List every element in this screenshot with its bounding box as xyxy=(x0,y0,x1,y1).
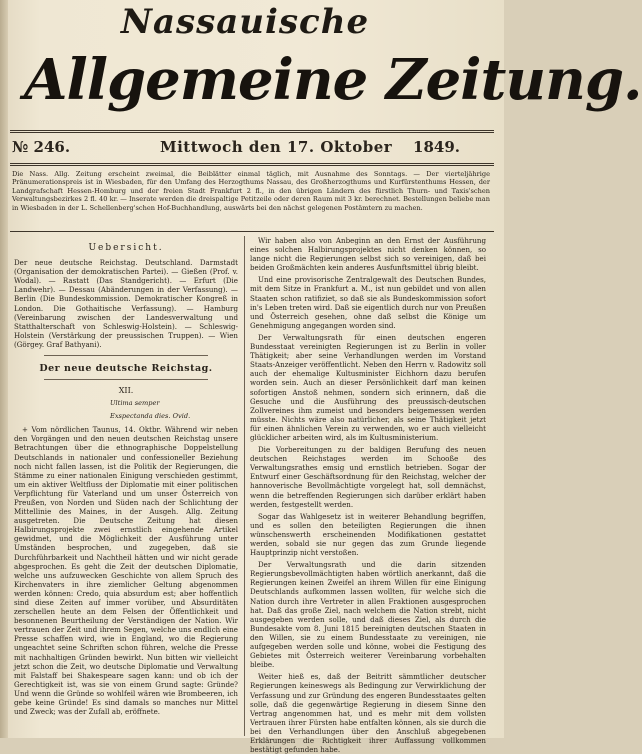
article-paragraph: Der Verwaltungsrath und die darin sitzenden Regierungsbevollmächtigten haben wörtlich anerkannt, daß die Regierungen keinen Zweifel an ihrem Willen für eine Einigung Deutschlands aufkommen lassen wollten, für welche sich die Nation durch ihre Vertreter in allen Fraktionen ausgesprochen hat. Daß das große Ziel, nach welchem die Nation strebt, nicht ausgegeben werden solle, und daß dieses Ziel, als durch die Bundesakte vom 8. Juni 1815 bereinigten deutschen Staaten in den Willen, sie zu einem Bundesstaate zu vereinigen, nie aufgegeben werden solle und könne, wobei die Festigung des Gebietes mit Österreich weiterer Vereinbarung vorbehalten bleibe. xyxy=(250,560,486,670)
article-paragraph: Und eine provisorische Zentralgewalt des Deutschen Bundes, mit dem Sitze in Frankfurt a. M., ist nun gebildet und von allen Staaten schon ratifiziet, so daß sie als Bundeskommission sofort in's Leben treten wird. Daß sie eigentlich durch nur von Preußen und Österreich gesehen, ohne daß selbst die Könige um Genehmigung angegangen worden sind. xyxy=(250,275,486,330)
masthead-rule xyxy=(10,130,494,133)
column-divider xyxy=(244,236,245,736)
article-paragraph: Weiter hieß es, daß der Beitritt sämmtlicher deutscher Regierungen keineswegs als Bedingung zur Verwirklichung der Verfassung und zur Gründung des engeren Bundesstaates gelten solle, daß die gegenwärtige Regierung in diesem Sinne den Vertrag angenommen hat, und es mehr mit dem vollsten Vertrauen ihrer Fürsten habe entfalten können, als sie durch die bei den Verhandlungen über den Anschluß abgegebenen Erklärungen die Richtigkeit ihrer Auffassung vollkommen bestätigt gefunden habe. xyxy=(250,672,486,754)
motto-line-1: Ultima semper xyxy=(110,399,160,408)
masthead-top-title: Nassauische xyxy=(120,2,370,42)
article-paragraph: Die Vorbereitungen zu der baldigen Berufung des neuen deutschen Reichstages werden im Schooße des Verwaltungsrathes emsig und ernstlich betrieben. Sogar der Entwurf einer Geschäftsordnung für den Reichstag, welcher der hannoverische Bevollmächtigte vorgelegt hat, soll demnächst, wenn die betreffenden Regierungen sich darüber erklärt haben werden, festgestellt werden. xyxy=(250,445,486,509)
article-paragraph: Sogar das Wahlgesetz ist in weiterer Behandlung begriffen, und es sollen den beteiligten Regierungen die ihnen wünschenswerth erscheinenden Modifikationen gestattet werden, sobald sie nur gegen das zum Grunde liegende Hauptprinzip nicht verstoßen. xyxy=(250,511,486,558)
article-paragraph: Wir haben also von Anbeginn an den Ernst der Ausführung eines solchen Halbirungsprojektes nicht denken können, so lange nicht die Regierungen selbst sich so vereinigen, daß bei beiden Großmächten kein anderes Ausfunftsmittel übrig bleibt. xyxy=(250,236,486,273)
article-heading: Der neue deutsche Reichstag. xyxy=(39,363,213,375)
section-rule xyxy=(44,379,208,380)
issue-year: 1849. xyxy=(413,138,460,156)
dateline xyxy=(10,138,494,160)
left-column xyxy=(14,236,238,736)
right-column xyxy=(250,236,486,754)
issue-date: Mittwoch den 17. Oktober xyxy=(160,138,393,156)
dateline-rule xyxy=(10,163,494,166)
article-numeral: XII. xyxy=(118,386,134,396)
masthead-main-title: Allgemeine Zeitung. xyxy=(24,47,642,113)
overview-heading: Uebersicht. xyxy=(88,243,164,253)
issue-number: № 246. xyxy=(12,138,71,156)
motto-line-2: Exspectanda dies. Ovid. xyxy=(110,412,191,421)
article-paragraph: + Vom nördlichen Taunus, 14. Oktbr. Während wir neben den Vorgängen und den neuen deutschen Reichstag unsere Betrachtungen über die ethnographische Doppelstellung Deutschlands in nationaler und confessioneller Beziehung noch nicht fallen lassen, ist die Politik der Regierungen, die Stämme zu einer nationalen Einigung verschieden gestimmt, um ein aktiver Weltfluss der Diplomatie mit einer politischen Verpflichtung für Vaterland und um unser Österreich von Preußen, von Norden und Süden nach der Schlichtung der Mittellinie des Maines, in der Ausgeh. Allg. Zeitung ausgetreten. Die Deutsche Zeitung hat diesen Halbirungsprojekte zwei ernstlich eingehende Artikel gewidmet, und die Möglichkeit der Ausführung unter Umständen besprochen, und zugegeben, daß sie Durchführbarkeit und Nachtheil hätten und wir nicht gerade abgesprochen. Es geht die Zeit der deutschen Diplomatie, welche uns aufzuwecken Geschichte von allem Spruch des Kirchenvaters in ihre ziemlicher Geltung abgenommen werden können: Credo, quia absurdum est; aber hoffentlich sind diese Zeiten auf immer vorüber, und Absurditäten zerschellen heute an dem Felsen der Öffentlichkeit und besonnenen Beurtheilung der Verständigen der Nation. Wir vertrauen der Zeit und ihrem Segen, welche uns endlich eine Presse schaffen wird, wie in England, wo die Regierung ungeachtet seine Schriften schon führen, welche die Presse mit nachhaltigen Gründen bewirkt. Nun bitten wir vielleicht jetzt schon die Zeit, wo deutsche Diplomatie und Verwaltung mit Falstaff bei Shakespeare sagen kann: und ob ich der Gerechtigkeit ist, was sie von einem Grund sagte: Gründe? Und wenn die Gründe so wohlfeil wären wie Brombeeren, ich gebe keine Gründe! Es sind damals so manches nur Mittel und Zweck; was der Zufall ab, eröffnete. xyxy=(14,425,238,717)
page-edge xyxy=(0,0,8,738)
section-rule xyxy=(44,355,208,356)
article-paragraph: Der Verwaltungsrath für einen deutschen engeren Bundesstaat vereinigten Regierungen ist zu Berlin in voller Thätigkeit; aber seine Verhandlungen werden im Vorstand Staats-Anzeiger veröffentlicht. Neben den Herrn v. Radowitz soll auch der ehemalige Kultusminister Eichhorn dazu berufen worden sein. Auch an dieser Persönlichkeit darf man keinen sofortigen Anstoß nehmen, sondern sich erinnern, daß die Gesuche und die Ausführung des preussisch-deutschen Zollvereines ihm zumeist und besonders beigemessen werden müsste. Nichts wäre also natürlicher, als seine Thätigkeit jetzt für einen ähnlichen Verein zu verwenden, wo er auch vielleicht glücklicher arbeiten wird, als im Kultusministerium. xyxy=(250,332,486,442)
subscription-notice: Die Nass. Allg. Zeitung erscheint zweimal, die Beiblätter einmal täglich, mit Ausnahme des Sonntags. — Der vierteljährige Pränumerationspreis ist in Wiesbaden, für den Umfang des Herzogthums Nassau, des Großherzogthums und Kurfürstenthums Hessen, der Landgrafschaft Hessen-Homburg und der freien Stadt Frankfurt 2 fl., in den übrigen Ländern des fürstlich Thurn- und Taxis'schen Verwaltungsbezirkes 2 fl. 40 kr. — Inserate werden die dreispaltige Petitzeile oder deren Raum mit 3 kr. berechnet. Bestellungen beliebe man in Wiesbaden in der L. Schellenberg'schen Hof-Buchhandlung, auswärts bei den nächst gelegenen Postämtern zu machen. xyxy=(12,170,490,212)
overview-text: Der neue deutsche Reichstag. Deutschland. Darmstadt (Organisation der demokratischen Partei). — Gießen (Prof. v. Wodal). — Rastatt (Das Standgericht). — Erfurt (Die Landwehr). — Dessau (Abänderungen in der Verfassung). — Berlin (Die Bundeskommission. Demokratischer Kongreß in London. Die Gothaitische Verfassung). — Hamburg (Vereinbarung zwischen der Landesverwaltung und Statthalterschaft von Schleswig-Holstein). — Schleswig-Holstein (Verstärkung der preussischen Truppen). — Wien (Görgey. Graf Bathyani). xyxy=(14,258,238,349)
notice-rule xyxy=(10,231,494,232)
